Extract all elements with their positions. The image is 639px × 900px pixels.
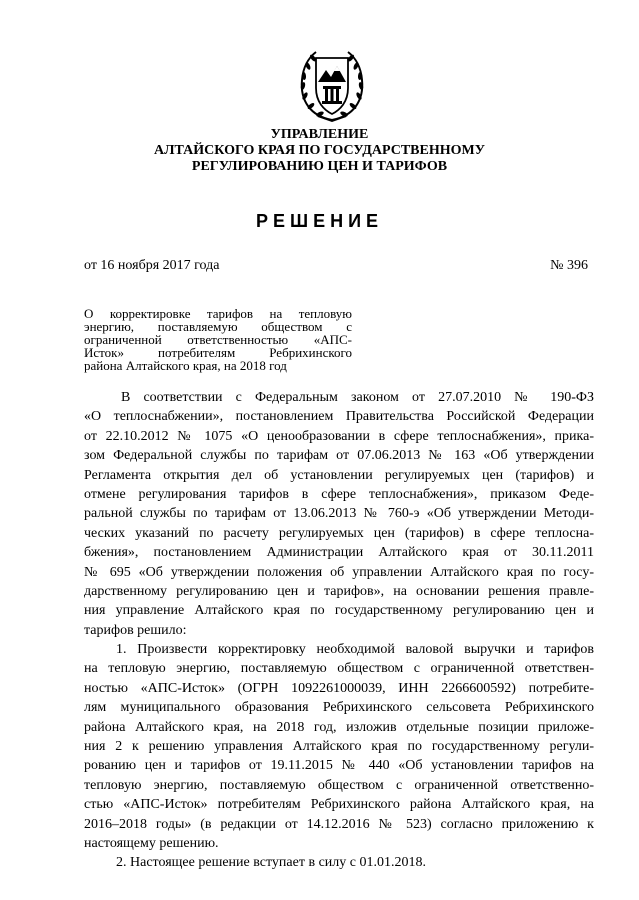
subject-line: О корректировке тарифов на тепловую bbox=[84, 306, 352, 321]
body-line: Регламента открытия дел об установлении регулируемых цен (тарифов) и bbox=[84, 467, 594, 483]
document-number: № 396 bbox=[550, 258, 588, 273]
document-type-heading: РЕШЕНИЕ bbox=[255, 211, 384, 231]
body-line: района Алтайского края, на 2018 год, изложив отдельные позиции приложе- bbox=[84, 719, 594, 735]
organization-line: УПРАВЛЕНИЕ bbox=[270, 127, 369, 142]
organization-line: АЛТАЙСКОГО КРАЯ ПО ГОСУДАРСТВЕННОМУ bbox=[154, 143, 485, 158]
body-line: лям муниципального образования Ребрихинского сельсовета Ребрихинского bbox=[84, 700, 594, 716]
body-line: 2016–2018 годы» (в редакции от 14.12.2016 № 523) согласно приложению к bbox=[84, 816, 594, 832]
body-line: рованию цен и тарифов от 19.11.2015 № 440 «Об установлении тарифов на bbox=[84, 758, 594, 774]
body-line: тарифов решило: bbox=[84, 622, 187, 638]
body-line: № 695 «Об утверждении положения об управлении Алтайского края по госу- bbox=[84, 564, 594, 580]
body-line: ния управление Алтайского края по государственному регулированию цен и bbox=[84, 603, 594, 619]
body-line: стью «АПС-Исток» потребителям Ребрихинского района Алтайского края, на bbox=[84, 797, 594, 813]
body-line: на тепловую энергию, поставляемую обществом с ограниченной ответствен- bbox=[84, 661, 594, 677]
body-line: тепловую энергию, поставляемую обществом с ограниченной ответственно- bbox=[84, 777, 594, 793]
body-line: ральной службы по тарифам от 13.06.2013 № 760-э «Об утверждении Методи- bbox=[84, 506, 594, 522]
body-line: 1. Произвести корректировку необходимой валовой выручки и тарифов bbox=[116, 642, 594, 658]
subject-line: Исток» потребителям Ребрихинского bbox=[84, 345, 352, 360]
body-line: В соответствии с Федеральным законом от 27.07.2010 № 190-ФЗ bbox=[121, 390, 594, 405]
subject-block bbox=[84, 307, 352, 372]
body-text bbox=[84, 388, 594, 873]
body-line: отмене регулирования тарифов в сфере теплоснабжения», приказом Феде- bbox=[84, 486, 594, 502]
body-line: 2. Настоящее решение вступает в силу с 01.01.2018. bbox=[116, 855, 426, 871]
body-line: ния 2 к решению управления Алтайского края по государственному регули- bbox=[84, 739, 594, 755]
organization-name bbox=[0, 127, 639, 175]
organization-line: РЕГУЛИРОВАНИЮ ЦЕН И ТАРИФОВ bbox=[191, 159, 448, 174]
body-line: «О теплоснабжении», постановлением Правительства Российской Федерации bbox=[84, 409, 594, 425]
body-line: от 22.10.2012 № 1075 «О ценообразовании в сфере теплоснабжения», прика- bbox=[84, 428, 594, 444]
body-line: дарственному регулированию цен и тарифов», на основании решения правле- bbox=[84, 583, 594, 599]
body-line: бжения», постановлением Администрации Алтайского края от 30.11.2011 bbox=[84, 545, 594, 561]
coat-of-arms-icon bbox=[296, 48, 368, 124]
subject-line: энергию, поставляемую обществом с bbox=[84, 319, 352, 334]
body-line: ностью «АПС-Исток» (ОГРН 1092261000039, ИНН 2266600592) потребите- bbox=[84, 680, 594, 696]
body-line: зом Федеральной службы по тарифам от 07.06.2013 № 163 «Об утверждении bbox=[84, 448, 594, 464]
body-line: настоящему решению. bbox=[84, 835, 219, 851]
body-line: ческих указаний по расчету регулируемых цен (тарифов) в сфере теплосна- bbox=[84, 525, 594, 541]
subject-line: района Алтайского края, на 2018 год bbox=[84, 358, 287, 373]
document-date: от 16 ноября 2017 года bbox=[84, 258, 220, 273]
subject-line: ограниченной ответственностью «АПС- bbox=[84, 332, 352, 347]
